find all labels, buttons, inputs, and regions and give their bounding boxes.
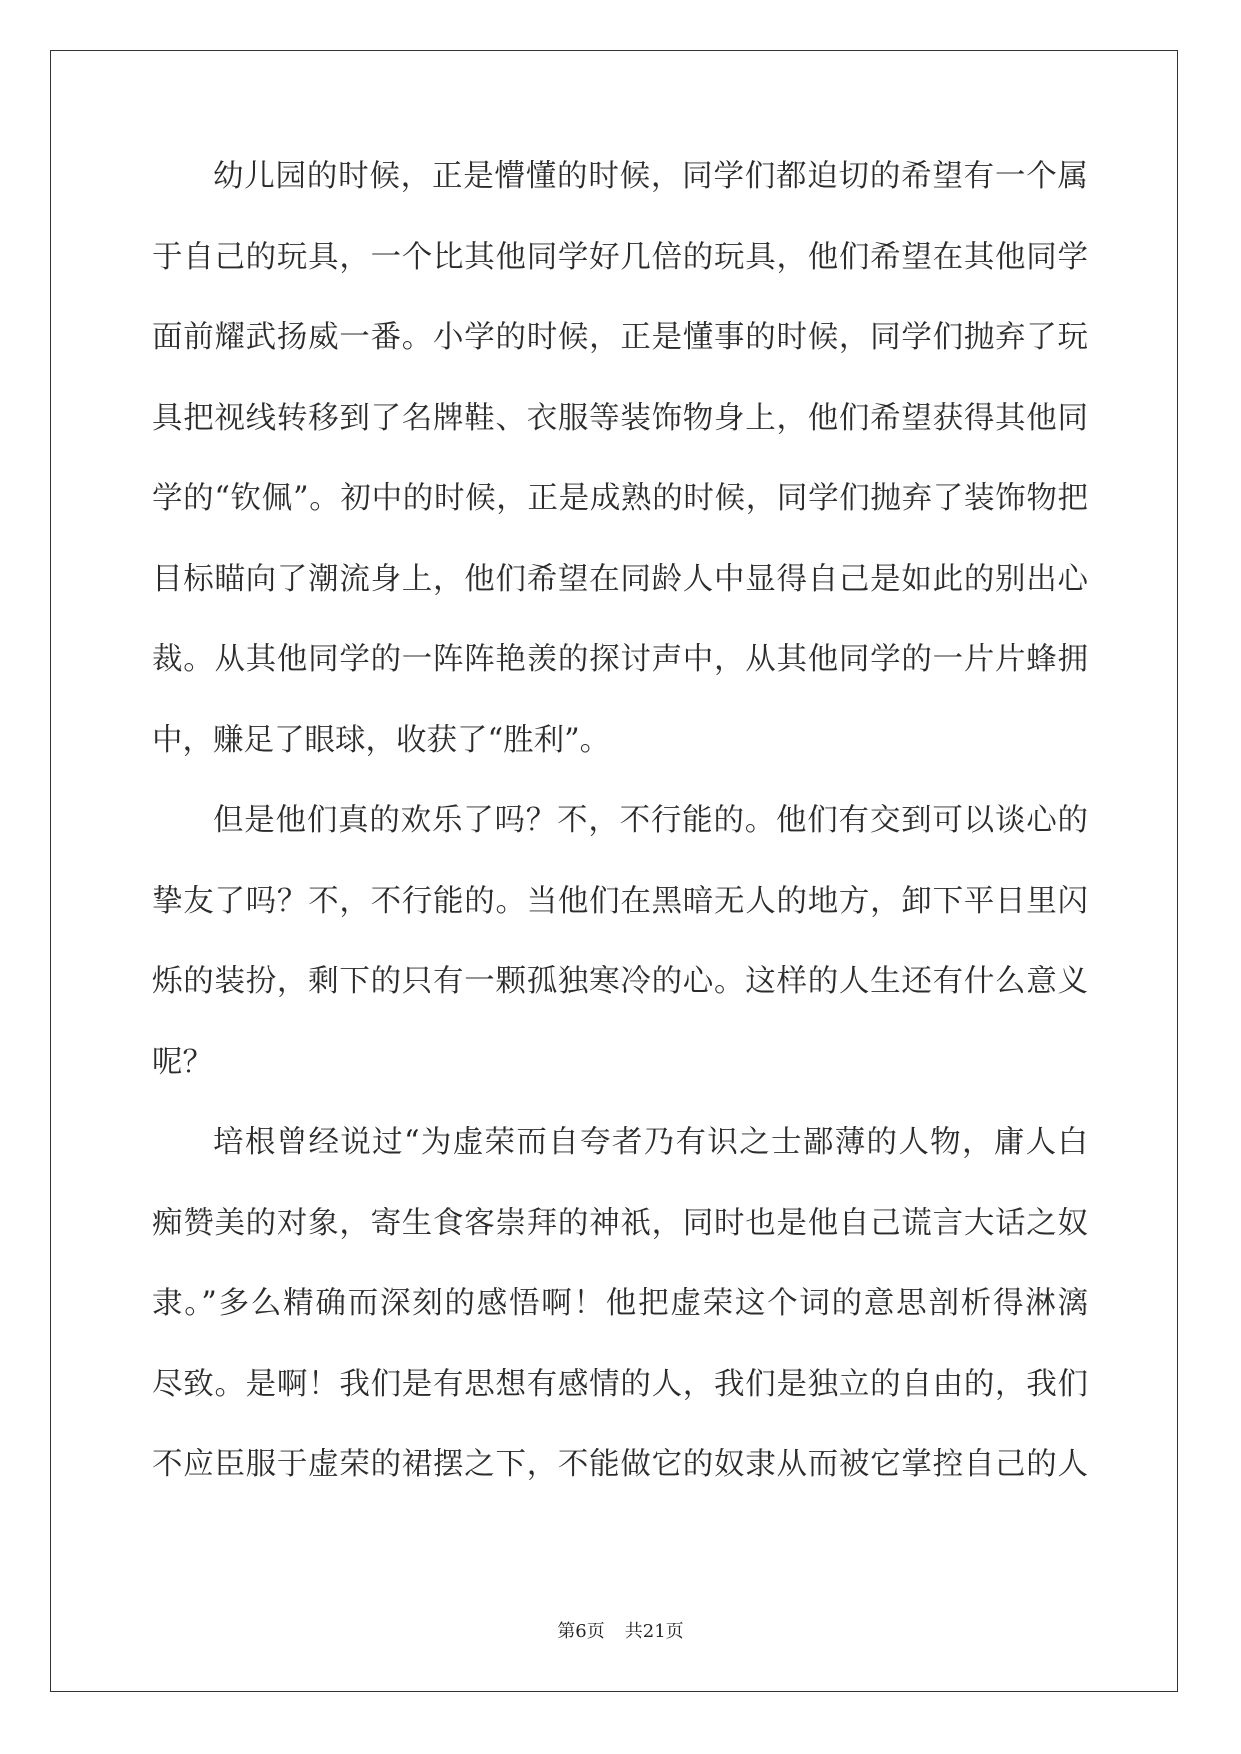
page-footer xyxy=(0,1617,1241,1643)
text-line: 培根曾经说过“为虚荣而自夸者乃有识之士鄙薄的人物，庸人白 xyxy=(213,1126,1088,1160)
document-body xyxy=(152,160,1088,1529)
text-line: 但是他们真的欢乐了吗？不，不行能的。他们有交到可以谈心的 xyxy=(213,804,1088,838)
text-line: 痴赞美的对象，寄生食客崇拜的神祇，同时也是他自己谎言大话之奴 xyxy=(152,1206,1088,1241)
text-line: 具把视线转移到了名牌鞋、衣服等装饰物身上，他们希望获得其他同 xyxy=(152,401,1088,436)
text-line: 面前耀武扬威一番。小学的时候，正是懂事的时候，同学们抛弃了玩 xyxy=(152,321,1088,355)
page-number: 第6页 xyxy=(557,1621,605,1642)
text-line: 裁。从其他同学的一阵阵艳羡的探讨声中，从其他同学的一片片蜂拥 xyxy=(152,643,1088,677)
text-line: 尽致。是啊！我们是有思想有感情的人，我们是独立的自由的，我们 xyxy=(152,1367,1088,1402)
text-line: 不应臣服于虚荣的裙摆之下，不能做它的奴隶从而被它掌控自己的人 xyxy=(152,1448,1088,1482)
text-line: 学的“钦佩”。初中的时候，正是成熟的时候，同学们抛弃了装饰物把 xyxy=(152,482,1088,516)
text-line: 挚友了吗？不，不行能的。当他们在黑暗无人的地方，卸下平日里闪 xyxy=(152,884,1088,919)
text-line: 目标瞄向了潮流身上，他们希望在同龄人中显得自己是如此的别出心 xyxy=(152,562,1088,597)
page-count: 共21页 xyxy=(624,1621,684,1642)
text-line: 呢？ xyxy=(152,1045,213,1080)
text-line: 于自己的玩具，一个比其他同学好几倍的玩具，他们希望在其他同学 xyxy=(152,240,1088,275)
text-line: 幼儿园的时候，正是懵懂的时候，同学们都迫切的希望有一个属 xyxy=(213,160,1088,194)
text-line: 中，赚足了眼球，收获了“胜利”。 xyxy=(152,723,611,758)
text-line: 隶。”多么精确而深刻的感悟啊！他把虚荣这个词的意思剖析得淋漓 xyxy=(152,1287,1088,1321)
text-line: 烁的装扮，剩下的只有一颗孤独寒冷的心。这样的人生还有什么意义 xyxy=(152,965,1088,999)
